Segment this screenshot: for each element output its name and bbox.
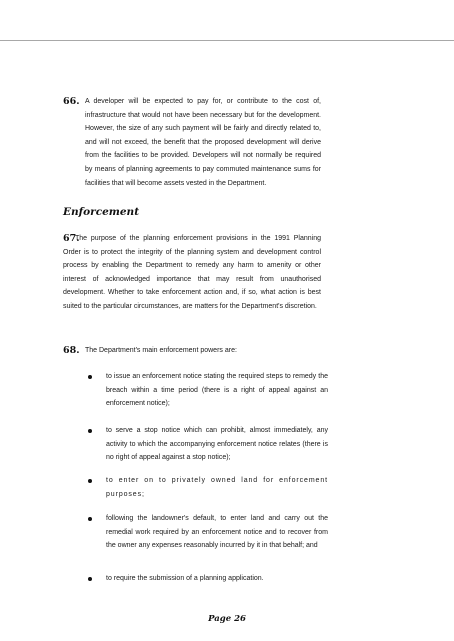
paragraph-text: A developer will be expected to pay for, or contribute to the cost of, infrastructure that would not have been necessary but for the development. However, the size of any such payment will be fairly and directly related to, and will not exceed, the benefit that the proposed development will derive from the facilities to be provided. Developers will not normally be required by means of planning agreements to pay commuted maintenance sums for facilities that will become assets vested in the Department. xyxy=(85,98,321,187)
paragraph-text: The purpose of the planning enforcement provisions in the 1991 Planning Order is to protect the integrity of the planning system and development control process by enabling the Department to remedy any harm to amenity or other interest of acknowledged importance that may result from unauthorised development. Whether to take enforcement action and, if so, what action is best suited to the particular circumstances, are matters for the Department's discretion. xyxy=(63,235,321,310)
list-item-text: to enter on to privately owned land for enforcement purposes; xyxy=(106,477,328,498)
section-heading: Enforcement xyxy=(63,206,140,218)
paragraph-number: 67. xyxy=(63,233,80,244)
paragraph-66 xyxy=(63,95,321,190)
page-number: Page 26 xyxy=(208,614,246,624)
list-item xyxy=(86,424,328,465)
paragraph-68 xyxy=(63,344,321,358)
bullet-icon xyxy=(88,577,92,581)
list-item xyxy=(86,512,328,553)
list-item-text: following the landowner's default, to enter land and carry out the remedial work required by an enforcement notice and to recover from the owner any expenses reasonably incurred by it in that behalf; and xyxy=(106,515,328,550)
paragraph-67 xyxy=(63,232,321,314)
top-rule xyxy=(0,40,454,41)
list-item xyxy=(86,370,328,411)
bullet-icon xyxy=(88,375,92,379)
bullet-icon xyxy=(88,479,92,483)
list-item xyxy=(86,572,328,586)
list-item-text: to require the submission of a planning application. xyxy=(106,575,264,582)
list-item-text: to serve a stop notice which can prohibit, almost immediately, any activity to which the accompanying enforcement notice relates (there is no right of appeal against a stop notice); xyxy=(106,427,328,462)
list-item-text: to issue an enforcement notice stating the required steps to remedy the breach within a time period (there is a right of appeal against an enforcement notice); xyxy=(106,373,328,408)
paragraph-number: 66. xyxy=(63,96,80,107)
bullet-icon xyxy=(88,517,92,521)
paragraph-text: The Department's main enforcement powers are: xyxy=(85,347,237,354)
bullet-icon xyxy=(88,429,92,433)
paragraph-number: 68. xyxy=(63,345,80,356)
list-item xyxy=(86,474,328,501)
